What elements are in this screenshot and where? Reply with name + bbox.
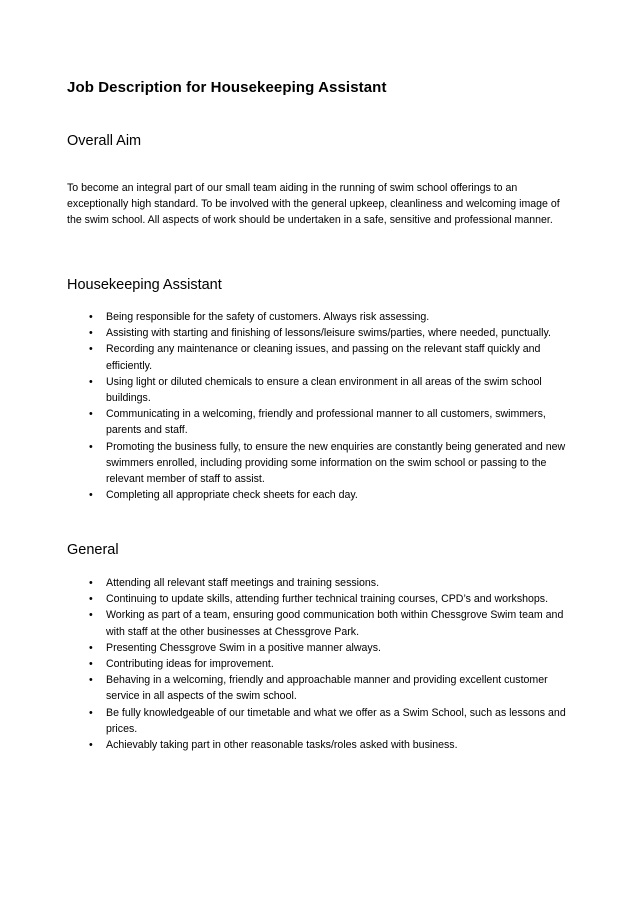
list-item-text: Assisting with starting and finishing of lessons/leisure swims/parties, where needed, punctually.	[106, 327, 551, 340]
list-item-text: Using light or diluted chemicals to ensure a clean environment in all areas of the swim school buildings.	[106, 375, 542, 405]
list-item-text: Working as part of a team, ensuring good communication both within Chessgrove Swim team and with staff at the other businesses at Chessgrove Park.	[106, 609, 564, 638]
list-item-text: Be fully knowledgeable of our timetable and what we offer as a Swim School, such as lessons and prices.	[106, 706, 566, 735]
list-item-text: Behaving in a welcoming, friendly and approachable manner and providing excellent customer service in all aspects of the swim school.	[106, 674, 548, 703]
bullet-icon: •	[89, 706, 93, 719]
list-item-text: Completing all appropriate check sheets for each day.	[106, 489, 358, 502]
list-item-text: Continuing to update skills, attending further technical training courses, CPD’s and workshops.	[106, 593, 549, 606]
bullet-icon: •	[89, 343, 93, 356]
list-item-text: Recording any maintenance or cleaning issues, and passing on the relevant staff quickly and efficiently.	[106, 343, 541, 372]
list-item	[0, 575, 574, 591]
general-duties-list	[0, 575, 638, 753]
list-item-text: Contributing ideas for improvement.	[106, 658, 274, 671]
bullet-icon: •	[89, 658, 93, 671]
bullet-icon: •	[89, 375, 93, 388]
bullet-icon: •	[89, 577, 93, 589]
bullet-icon: •	[89, 641, 93, 654]
list-item	[0, 439, 574, 488]
list-item	[0, 341, 574, 373]
bullet-icon: •	[89, 311, 93, 323]
list-item	[0, 591, 574, 607]
bullet-icon: •	[89, 609, 93, 622]
bullet-icon: •	[89, 327, 93, 340]
bullet-icon: •	[89, 674, 93, 687]
list-item-text: Communicating in a welcoming, friendly and professional manner to all customers, swimmers, parents and staff.	[106, 408, 546, 437]
document-title: Job Description for Housekeeping Assistant	[67, 79, 387, 96]
bullet-icon: •	[89, 440, 93, 453]
bullet-icon: •	[89, 408, 93, 421]
list-item	[0, 656, 574, 672]
list-item-text: Attending all relevant staff meetings and training sessions.	[106, 577, 380, 589]
section-heading-housekeeping-assistant: Housekeeping Assistant	[67, 277, 222, 293]
list-item	[0, 406, 574, 438]
bullet-icon: •	[89, 593, 93, 606]
list-item	[0, 607, 574, 639]
list-item-text: Achievably taking part in other reasonable tasks/roles asked with business.	[106, 739, 458, 752]
list-item	[0, 737, 574, 753]
list-item	[0, 640, 574, 656]
list-item-text: Presenting Chessgrove Swim in a positive manner always.	[106, 641, 381, 654]
overall-aim-paragraph: To become an integral part of our small team aiding in the running of swim school offerings to an exceptionally high standard. To be involved with the general upkeep, cleanliness and welcoming image of the swim school. All aspects of work should be undertaken in a safe, sensitive and professional manner.	[67, 182, 560, 227]
section-heading-overall-aim: Overall Aim	[67, 133, 142, 149]
list-item	[0, 374, 574, 406]
list-item	[0, 309, 574, 325]
list-item	[0, 672, 574, 704]
housekeeping-duties-list	[0, 309, 638, 503]
section-heading-general: General	[67, 542, 119, 558]
list-item-text: Being responsible for the safety of customers. Always risk assessing.	[106, 311, 430, 323]
list-item-text: Promoting the business fully, to ensure the new enquiries are constantly being generated and new swimmers enrolled, including providing some information on the swim school or passing to the relevant member of staff to assist.	[106, 440, 566, 486]
bullet-icon: •	[89, 489, 93, 502]
list-item	[0, 325, 574, 341]
list-item	[0, 705, 574, 737]
list-item	[0, 487, 574, 503]
bullet-icon: •	[89, 739, 93, 752]
